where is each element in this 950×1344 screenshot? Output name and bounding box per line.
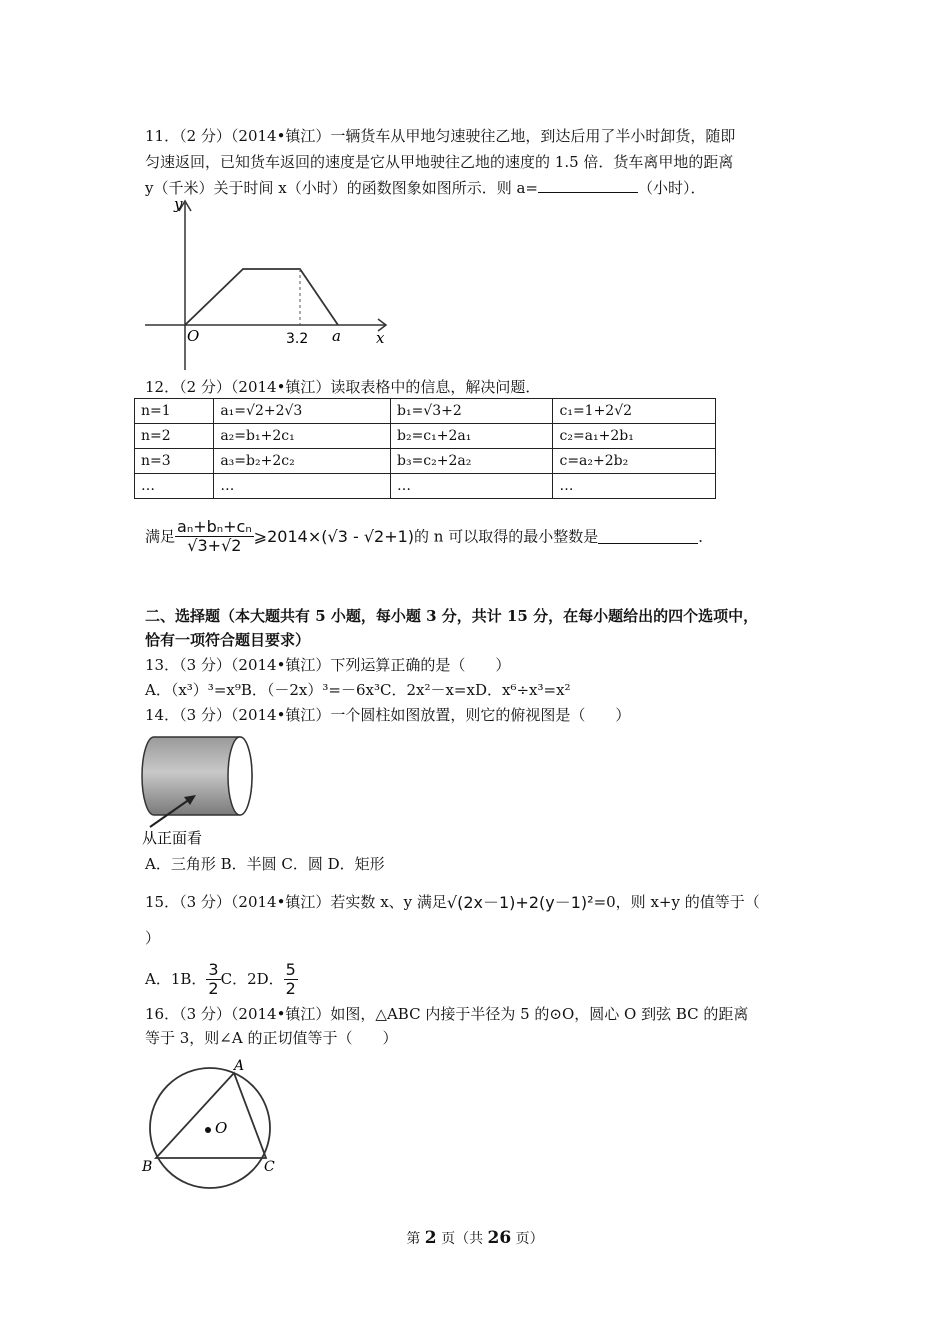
table-row	[135, 399, 716, 424]
page-footer	[0, 1228, 950, 1248]
fraction-denominator: 2	[208, 978, 219, 998]
footer-pre: 第	[406, 1231, 425, 1247]
tick-label-a: a	[332, 327, 341, 345]
table-row	[135, 449, 716, 474]
q15-stem-pre: 15．（3 分）（2014•镇江）若实数 x、y 满足	[145, 893, 447, 911]
q12-inequality: ⩾2014×(√3 - √2+1)	[253, 526, 415, 546]
view-direction-caption: 从正面看	[142, 829, 203, 847]
q11-function-graph	[140, 195, 400, 375]
answer-blank	[538, 178, 638, 193]
distance-time-line	[185, 269, 338, 325]
q15-opt-a: A．1B．	[145, 970, 207, 988]
fraction-denominator: √3+√2	[187, 536, 242, 555]
table-row	[135, 474, 716, 499]
fraction-numerator: aₙ+bₙ+cₙ	[177, 517, 252, 536]
label-b: B	[142, 1159, 153, 1175]
q12-fraction	[175, 518, 254, 555]
center-point	[205, 1127, 211, 1133]
table-cell: …	[553, 474, 716, 499]
table-cell: c₂=a₁+2b₁	[553, 424, 716, 449]
cylinder-end-face	[228, 737, 252, 815]
q15-formula: √(2x－1)+2(y－1)²	[446, 893, 594, 912]
circle-triangle-figure	[140, 1055, 280, 1195]
q12-intro: 12．（2 分）（2014•镇江）读取表格中的信息，解决问题．	[145, 378, 541, 396]
origin-label: O	[187, 327, 200, 345]
table-cell: c₁=1+2√2	[553, 399, 716, 424]
table-cell: n=2	[135, 424, 214, 449]
q12-info-table	[134, 398, 716, 499]
y-axis-label: y	[174, 195, 183, 213]
section2-heading-line1: 二、选择题（本大题共有 5 小题，每小题 3 分，共计 15 分，在每小题给出的四个选项中，	[145, 607, 759, 625]
table-cell: n=3	[135, 449, 214, 474]
table-cell: n=1	[135, 399, 214, 424]
q15-options	[145, 958, 298, 999]
q14-stem: 14．（3 分）（2014•镇江）一个圆柱如图放置，则它的俯视图是（ ）	[145, 706, 631, 724]
table-cell: …	[391, 474, 553, 499]
page-number: 2	[424, 1228, 437, 1248]
x-axis-label: x	[376, 329, 385, 347]
q14-options: A．三角形 B．半圆 C．圆 D．矩形	[145, 855, 385, 873]
q15-fraction-b	[206, 961, 220, 998]
table-cell: b₂=c₁+2a₁	[391, 424, 553, 449]
q11-line2: 匀速返回，已知货车返回的速度是它从甲地驶往乙地的速度的 1.5 倍．货车离甲地的距离	[145, 153, 734, 171]
q15-opt-c: C．2D．	[220, 970, 284, 988]
footer-post: 页）	[511, 1231, 544, 1247]
label-o: O	[215, 1119, 228, 1137]
q11-line3-text: y（千米）关于时间 x（小时）的函数图象如图所示．则 a=	[145, 179, 538, 197]
triangle-abc	[156, 1073, 266, 1158]
table-cell: c=a₂+2b₂	[553, 449, 716, 474]
cylinder-figure	[140, 733, 270, 848]
fraction-numerator: 5	[285, 959, 296, 979]
q13-stem: 13．（3 分）（2014•镇江）下列运算正确的是（ ）	[145, 656, 511, 674]
q12-cond-post: 的 n 可以取得的最小整数是	[414, 527, 599, 546]
table-cell: a₁=√2+2√3	[214, 399, 391, 424]
answer-blank	[598, 529, 698, 544]
table-cell: b₃=c₂+2a₂	[391, 449, 553, 474]
q16-line2: 等于 3，则∠A 的正切值等于（ ）	[145, 1029, 398, 1047]
q12-cond-pre: 满足	[145, 527, 176, 546]
q15-stem-line2: ）	[145, 929, 161, 947]
page-total: 26	[487, 1228, 512, 1248]
q15-fraction-d	[284, 961, 298, 998]
table-cell: a₃=b₂+2c₂	[214, 449, 391, 474]
q15-stem	[145, 891, 760, 914]
q12-condition	[145, 518, 713, 555]
footer-mid: 页（共	[436, 1231, 488, 1247]
table-cell: a₂=b₁+2c₁	[214, 424, 391, 449]
label-c: C	[264, 1159, 275, 1175]
fraction-numerator: 3	[208, 959, 219, 979]
table-cell: …	[135, 474, 214, 499]
fraction-denominator: 2	[285, 978, 296, 998]
q13-options: A．（x³）³=x⁹B．（－2x）³=－6x³C．2x²－x=xD．x⁶÷x³=x²	[145, 681, 571, 699]
q11-line1: 11．（2 分）（2014•镇江）一辆货车从甲地匀速驶往乙地，到达后用了半小时卸货，随即	[145, 127, 736, 145]
q12-cond-end: ．	[698, 527, 714, 546]
q15-stem-post: =0，则 x+y 的值等于（	[593, 893, 760, 911]
table-row	[135, 424, 716, 449]
label-a: A	[234, 1058, 245, 1074]
table-cell: b₁=√3+2	[391, 399, 553, 424]
table-cell: …	[214, 474, 391, 499]
q16-line1: 16．（3 分）（2014•镇江）如图，△ABC 内接于半径为 5 的⊙O，圆心 O 到弦 BC 的距离	[145, 1005, 749, 1023]
tick-label-3-2: 3.2	[286, 331, 309, 347]
section2-heading-line2: 恰有一项符合题目要求）	[145, 631, 311, 649]
q11-line3-end: （小时）．	[637, 179, 706, 197]
